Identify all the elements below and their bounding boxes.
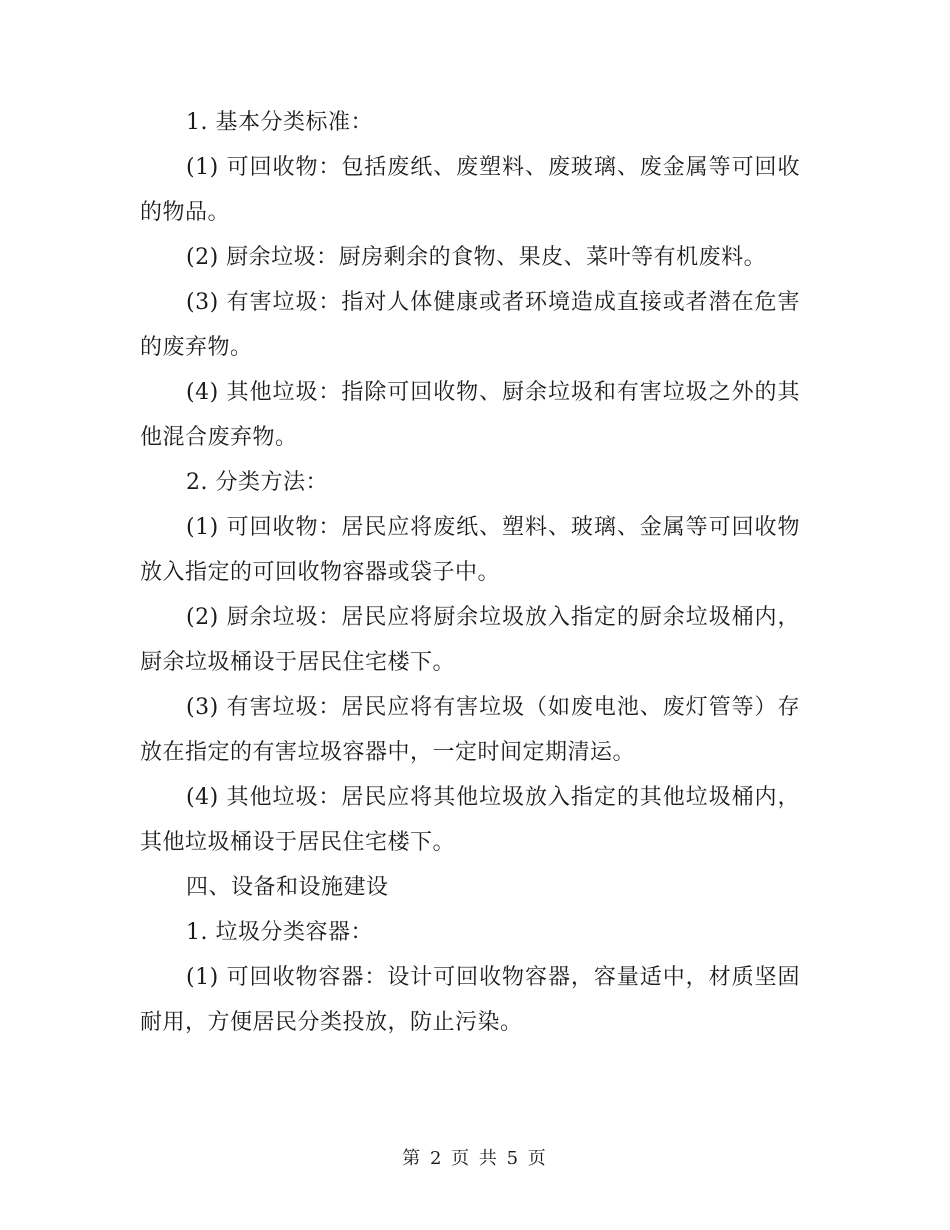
paragraph: (4) 其他垃圾：居民应将其他垃圾放入指定的其他垃圾桶内，其他垃圾桶设于居民住宅楼下。 (140, 785, 800, 855)
paragraph: (1) 可回收物：包括废纸、废塑料、废玻璃、废金属等可回收的物品。 (140, 155, 800, 225)
paragraph: (1) 可回收物容器：设计可回收物容器，容量适中，材质坚固耐用，方便居民分类投放，防止污染。 (140, 965, 800, 1035)
paragraph: (1) 可回收物：居民应将废纸、塑料、玻璃、金属等可回收物放入指定的可回收物容器或袋子中。 (140, 515, 800, 585)
paragraph: (2) 厨余垃圾：居民应将厨余垃圾放入指定的厨余垃圾桶内，厨余垃圾桶设于居民住宅楼下。 (140, 605, 800, 675)
paragraph: 2. 分类方法： (186, 470, 328, 495)
page-number-footer: 第 2 页 共 5 页 (402, 1148, 548, 1169)
section-heading: 四、设备和设施建设 (186, 875, 389, 900)
paragraph: (3) 有害垃圾：指对人体健康或者环境造成直接或者潜在危害的废弃物。 (140, 290, 800, 360)
paragraph: 1. 垃圾分类容器： (186, 920, 373, 945)
paragraph: (2) 厨余垃圾：厨房剩余的食物、果皮、菜叶等有机废料。 (186, 245, 767, 270)
paragraph: (4) 其他垃圾：指除可回收物、厨余垃圾和有害垃圾之外的其他混合废弃物。 (140, 380, 800, 450)
paragraph: (3) 有害垃圾：居民应将有害垃圾（如废电池、废灯管等）存放在指定的有害垃圾容器中，一定时间定期清运。 (140, 695, 800, 765)
paragraph: 1. 基本分类标准： (186, 110, 373, 135)
document-body (140, 100, 800, 1045)
